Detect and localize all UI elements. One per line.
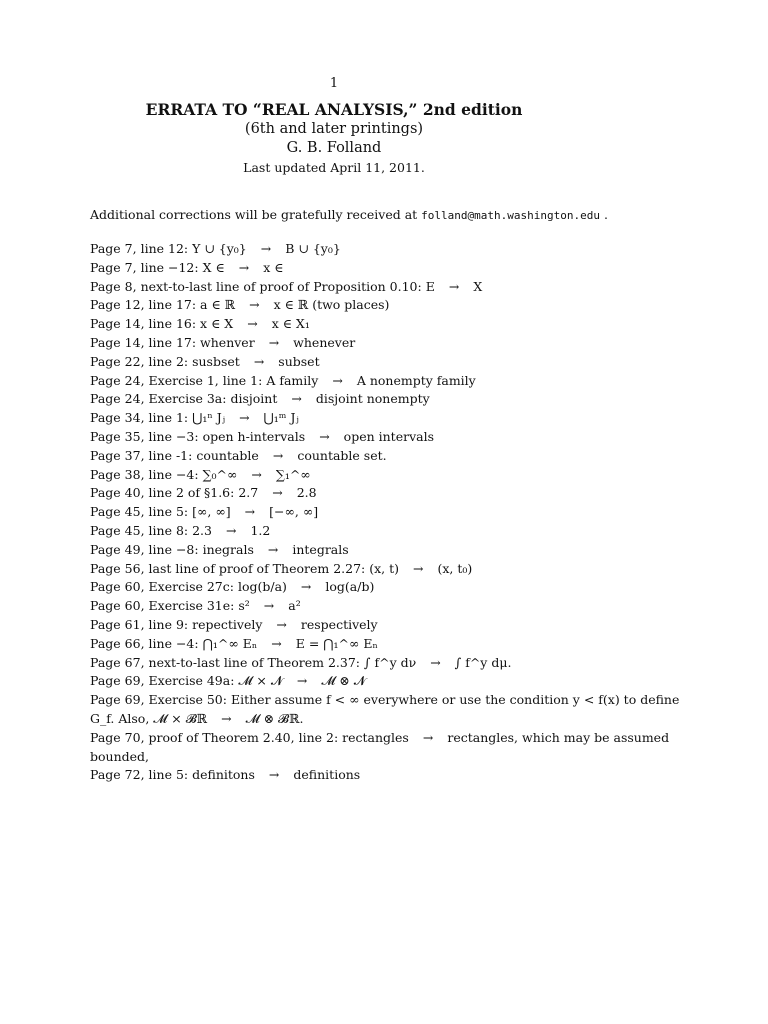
errata-row bbox=[90, 616, 690, 635]
errata-new: definitions bbox=[293, 767, 361, 783]
errata-row bbox=[90, 503, 690, 522]
errata-old: A family bbox=[266, 372, 319, 388]
errata-row bbox=[90, 654, 690, 673]
arrow-icon: → bbox=[296, 673, 308, 689]
errata-new: open intervals bbox=[343, 428, 434, 444]
errata-location: Page 37, line -1: bbox=[90, 447, 193, 463]
errata-old: x ∈ X bbox=[200, 316, 234, 332]
errata-row bbox=[90, 259, 690, 278]
contact-email: folland@math.washington.edu bbox=[421, 209, 600, 222]
arrow-icon: → bbox=[430, 654, 441, 670]
errata-location: Page 72, line 5: bbox=[90, 767, 189, 783]
errata-location: Page 12, line 17: bbox=[90, 297, 197, 313]
errata-new: rectangles, which may be assumed bounded, bbox=[90, 729, 670, 764]
errata-new: countable set. bbox=[297, 447, 387, 463]
arrow-icon: → bbox=[244, 504, 256, 520]
errata-row bbox=[90, 466, 690, 485]
errata-row bbox=[90, 541, 690, 560]
errata-new: a² bbox=[288, 598, 301, 614]
errata-row bbox=[90, 428, 690, 447]
errata-row bbox=[90, 334, 690, 353]
arrow-icon: → bbox=[272, 447, 284, 463]
errata-location: Page 66, line −4: bbox=[90, 635, 199, 651]
intro-end: . bbox=[603, 207, 608, 222]
errata-location: Page 56, last line of proof of Theorem 2.27: bbox=[90, 560, 366, 576]
errata-location: Page 70, proof of Theorem 2.40, line 2: bbox=[90, 729, 339, 745]
arrow-icon: → bbox=[267, 541, 279, 557]
errata-new: ⋃₁ᵐ Jⱼ bbox=[263, 410, 299, 426]
errata-row bbox=[90, 597, 690, 616]
errata-list bbox=[90, 240, 690, 785]
errata-new: integrals bbox=[292, 541, 349, 557]
errata-old: ⋂₁^∞ Eₙ bbox=[202, 635, 258, 651]
last-updated: Last updated April 11, 2011. bbox=[243, 160, 425, 175]
errata-old: 𝓜 × 𝓝 bbox=[238, 673, 283, 689]
errata-old: X ∈ bbox=[202, 259, 225, 275]
errata-new: (x, t₀) bbox=[437, 560, 473, 576]
arrow-icon: → bbox=[239, 410, 250, 426]
errata-location: Page 14, line 16: bbox=[90, 316, 197, 332]
errata-location: Page 8, next-to-last line of proof of Proposition 0.10: bbox=[90, 278, 422, 294]
errata-new: x ∈ X₁ bbox=[271, 316, 310, 332]
document-header bbox=[0, 100, 668, 178]
errata-old: (x, t) bbox=[369, 560, 400, 576]
errata-old: rectangles bbox=[342, 729, 409, 745]
errata-old: Y ∪ {y₀} bbox=[192, 241, 247, 256]
errata-row bbox=[90, 578, 690, 597]
errata-row bbox=[90, 240, 690, 259]
errata-location: Page 40, line 2 of §1.6: bbox=[90, 485, 235, 501]
errata-row bbox=[90, 409, 690, 428]
errata-row bbox=[90, 315, 690, 334]
arrow-icon: → bbox=[413, 560, 424, 576]
errata-row bbox=[90, 278, 690, 297]
arrow-icon: → bbox=[249, 297, 260, 313]
errata-old: s² bbox=[238, 598, 250, 614]
errata-new: ∑₁^∞ bbox=[275, 466, 311, 482]
errata-new: 1.2 bbox=[250, 522, 271, 538]
errata-location: Page 45, line 5: bbox=[90, 504, 189, 520]
errata-row bbox=[90, 372, 690, 391]
arrow-icon: → bbox=[253, 353, 265, 369]
errata-new: B ∪ {y₀} bbox=[285, 241, 341, 256]
errata-new: disjoint nonempty bbox=[315, 391, 430, 407]
intro-text: Additional corrections will be gratefully received at bbox=[90, 207, 418, 222]
errata-location: Page 7, line −12: bbox=[90, 259, 199, 275]
errata-new: x ∈ ℝ (two places) bbox=[273, 297, 390, 313]
errata-location: Page 60, Exercise 31e: bbox=[90, 598, 235, 614]
errata-old: whenver bbox=[200, 334, 255, 350]
errata-location: Page 7, line 12: bbox=[90, 241, 189, 256]
arrow-icon: → bbox=[319, 428, 330, 444]
arrow-icon: → bbox=[268, 334, 280, 350]
errata-row bbox=[90, 484, 690, 503]
document-subtitle: (6th and later printings) bbox=[244, 121, 424, 137]
errata-old: 2.3 bbox=[192, 522, 212, 538]
errata-new: A nonempty family bbox=[356, 372, 476, 388]
errata-new: 𝓜 ⊗ 𝓝 bbox=[321, 673, 366, 689]
errata-row bbox=[90, 672, 690, 691]
errata-row bbox=[90, 522, 690, 541]
arrow-icon: → bbox=[272, 485, 283, 501]
errata-new: E = ⋂₁^∞ Eₙ bbox=[295, 635, 378, 651]
errata-row bbox=[90, 390, 690, 409]
errata-new: whenever bbox=[293, 334, 356, 350]
errata-row bbox=[90, 691, 690, 729]
errata-row bbox=[90, 560, 690, 579]
errata-location: Page 24, Exercise 3a: bbox=[90, 391, 227, 407]
errata-old: ∑₀^∞ bbox=[202, 466, 238, 482]
errata-location: Page 24, Exercise 1, line 1: bbox=[90, 372, 263, 388]
errata-new: X bbox=[473, 278, 483, 294]
errata-old: a ∈ ℝ bbox=[200, 297, 236, 313]
errata-old: log(b/a) bbox=[237, 579, 287, 595]
document-author: G. B. Folland bbox=[286, 140, 382, 156]
errata-new: 𝓜 ⊗ 𝓑ℝ. bbox=[245, 710, 304, 726]
arrow-icon: → bbox=[238, 259, 250, 275]
arrow-icon: → bbox=[260, 241, 272, 256]
errata-row bbox=[90, 766, 690, 785]
arrow-icon: → bbox=[276, 616, 287, 632]
errata-old: countable bbox=[196, 447, 259, 463]
errata-location: Page 35, line −3: bbox=[90, 428, 199, 444]
errata-location: Page 38, line −4: bbox=[90, 466, 199, 482]
errata-new: x ∈ bbox=[263, 259, 284, 275]
errata-row bbox=[90, 635, 690, 654]
arrow-icon: → bbox=[251, 466, 262, 482]
intro-paragraph bbox=[90, 206, 690, 225]
errata-row bbox=[90, 353, 690, 372]
errata-old: ⋃₁ⁿ Jⱼ bbox=[192, 410, 226, 426]
errata-location: Page 67, next-to-last line of Theorem 2.37: bbox=[90, 654, 361, 670]
errata-old: inegrals bbox=[202, 541, 254, 557]
arrow-icon: → bbox=[268, 767, 280, 783]
arrow-icon: → bbox=[225, 522, 237, 538]
errata-old: open h-intervals bbox=[202, 428, 306, 444]
errata-old: 2.7 bbox=[238, 485, 259, 501]
errata-location: Page 69, Exercise 49a: bbox=[90, 673, 235, 689]
errata-location: Page 61, line 9: bbox=[90, 616, 189, 632]
arrow-icon: → bbox=[271, 635, 282, 651]
errata-row bbox=[90, 296, 690, 315]
arrow-icon: → bbox=[422, 729, 434, 745]
arrow-icon: → bbox=[332, 372, 343, 388]
errata-old: definitons bbox=[192, 767, 255, 783]
errata-note: Either assume f < ∞ everywhere or use the condition y < f(x) to define G_f. Also, bbox=[90, 692, 680, 726]
errata-location: Page 69, Exercise 50: bbox=[90, 692, 227, 708]
errata-old: disjoint bbox=[230, 391, 278, 407]
errata-location: Page 49, line −8: bbox=[90, 541, 199, 557]
arrow-icon: → bbox=[291, 391, 302, 407]
errata-old: susbset bbox=[192, 353, 240, 369]
errata-old: [∞, ∞] bbox=[192, 504, 231, 520]
arrow-icon: → bbox=[247, 316, 258, 332]
errata-new: 2.8 bbox=[296, 485, 317, 501]
errata-location: Page 14, line 17: bbox=[90, 334, 197, 350]
errata-new: ∫ f^y dμ. bbox=[454, 654, 512, 670]
errata-old: 𝓜 × 𝓑ℝ bbox=[153, 710, 208, 726]
errata-new: log(a/b) bbox=[325, 579, 375, 595]
errata-new: [−∞, ∞] bbox=[269, 504, 319, 520]
errata-new: respectively bbox=[300, 616, 378, 632]
arrow-icon: → bbox=[263, 598, 275, 614]
errata-old: E bbox=[425, 278, 435, 294]
document-title: ERRATA TO “REAL ANALYSIS,” 2nd edition bbox=[145, 100, 523, 119]
errata-new: subset bbox=[278, 353, 320, 369]
errata-location: Page 45, line 8: bbox=[90, 522, 189, 538]
arrow-icon: → bbox=[221, 710, 232, 726]
errata-location: Page 60, Exercise 27c: bbox=[90, 579, 234, 595]
errata-location: Page 34, line 1: bbox=[90, 410, 189, 426]
arrow-icon: → bbox=[300, 579, 312, 595]
arrow-icon: → bbox=[448, 278, 460, 294]
errata-location: Page 22, line 2: bbox=[90, 353, 189, 369]
errata-old: ∫ f^y dν bbox=[364, 654, 417, 670]
errata-row bbox=[90, 729, 690, 767]
errata-old: repectively bbox=[192, 616, 263, 632]
page-number: 1 bbox=[329, 76, 339, 91]
errata-row bbox=[90, 447, 690, 466]
